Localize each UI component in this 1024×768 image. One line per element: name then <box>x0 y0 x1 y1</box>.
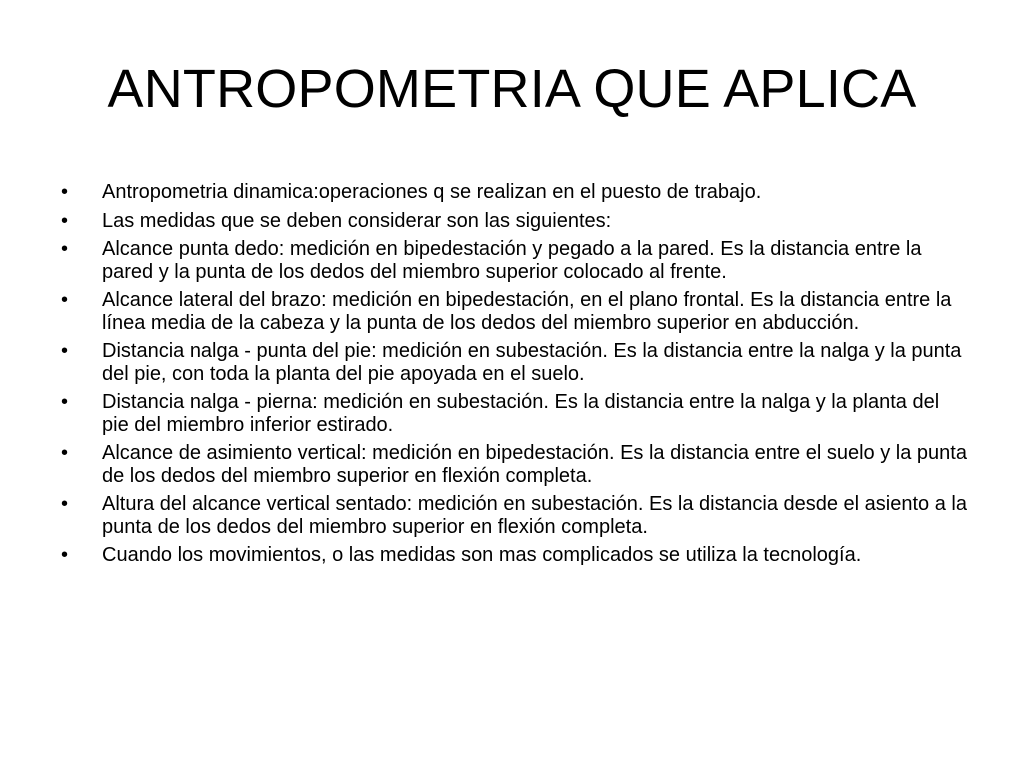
list-item <box>60 340 970 385</box>
list-item <box>60 289 970 334</box>
bullet-icon: • <box>61 238 69 260</box>
list-item <box>60 544 970 567</box>
bullet-text: Altura del alcance vertical sentado: medición en subestación. Es la distancia desde el asiento a la punta de los dedos del miembro superior en flexión completa. <box>102 493 967 538</box>
bullet-text: Las medidas que se deben considerar son las siguientes: <box>102 209 612 232</box>
bullet-icon: • <box>61 391 69 413</box>
bullet-icon: • <box>61 493 69 515</box>
list-item <box>60 210 970 233</box>
slide-title: ANTROPOMETRIA QUE APLICA <box>107 59 917 119</box>
bullet-text: Distancia nalga - punta del pie: medición en subestación. Es la distancia entre la nalga y la punta del pie, con toda la planta del pie apoyada en el suelo. <box>102 340 962 385</box>
bullet-icon: • <box>61 544 69 566</box>
bullet-text: Antropometria dinamica:operaciones q se realizan en el puesto de trabajo. <box>102 181 762 203</box>
bullet-list <box>60 181 970 573</box>
bullet-text: Cuando los movimientos, o las medidas son mas complicados se utiliza la tecnología. <box>102 544 862 566</box>
bullet-text: Alcance lateral del brazo: medición en bipedestación, en el plano frontal. Es la distancia entre la línea media de la cabeza y la punta de los dedos del miembro superior en abducción. <box>102 289 952 334</box>
list-item <box>60 442 970 487</box>
bullet-icon: • <box>61 289 69 311</box>
list-item <box>60 238 970 283</box>
list-item <box>60 181 970 204</box>
bullet-text: Alcance punta dedo: medición en bipedestación y pegado a la pared. Es la distancia entre la pared y la punta de los dedos del miembro superior colocado al frente. <box>102 238 922 283</box>
bullet-icon: • <box>61 181 69 203</box>
bullet-text: Alcance de asimiento vertical: medición en bipedestación. Es la distancia entre el suelo y la punta de los dedos del miembro superior en flexión completa. <box>102 442 967 487</box>
bullet-icon: • <box>61 442 69 464</box>
bullet-icon: • <box>61 209 69 232</box>
list-item <box>60 391 970 436</box>
bullet-text: Distancia nalga - pierna: medición en subestación. Es la distancia entre la nalga y la planta del pie del miembro inferior estirado. <box>102 391 940 436</box>
bullet-icon: • <box>61 340 69 362</box>
list-item <box>60 493 970 538</box>
